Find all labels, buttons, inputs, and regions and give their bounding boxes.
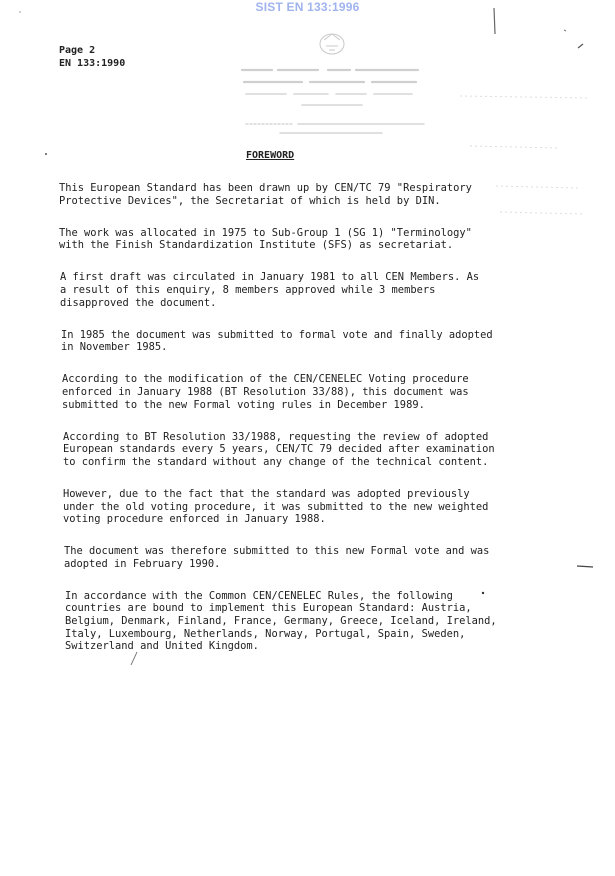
paragraph: In accordance with the Common CEN/CENELEC Rules, the following countries are bound to implement this European Standard: Austria, Belgium, Denmark, Finland, France, Germany, Greece, Iceland, Ireland, Italy, Luxembourg, Netherlands, Norway, Portugal, Spain, Sweden, Switzerland and United Kingdom. <box>65 589 497 653</box>
foreword-title: FOREWORD <box>246 150 295 161</box>
watermark: SIST EN 133:1996 <box>255 0 360 14</box>
paragraph: In 1985 the document was submitted to formal vote and finally adopted in November 1985. <box>61 328 493 354</box>
paragraph: The document was therefore submitted to this new Formal vote and was adopted in February 1990. <box>64 545 490 570</box>
page-label: Page 2 <box>59 45 96 56</box>
paragraph: This European Standard has been drawn up by CEN/TC 79 "Respiratory Protective Devices", the Secretariat of which is held by DIN. <box>59 182 472 207</box>
paragraph: According to BT Resolution 33/1988, requesting the review of adopted European standards every 5 years, CEN/TC 79 decided after examination to confirm the standard without any change of the technical content. <box>63 430 495 468</box>
paragraph: The work was allocated in 1975 to Sub-Group 1 (SG 1) "Terminology" with the Finish Standardization Institute (SFS) as secretariat. <box>59 226 472 252</box>
page-header <box>59 44 125 70</box>
library-stamp-graphic <box>232 30 432 138</box>
paragraph: A first draft was circulated in January 1981 to all CEN Members. As a result of this enquiry, 8 members approved while 3 members disapproved the document. <box>60 271 480 309</box>
standard-number: EN 133:1990 <box>59 58 126 69</box>
paragraph: However, due to the fact that the standard was adopted previously under the old voting procedure, it was submitted to the new weighted voting procedure enforced in January 1988. <box>63 487 489 526</box>
paragraph: According to the modification of the CEN/CENELEC Voting procedure enforced in January 1988 (BT Resolution 33/88), this document was submitted to the new Formal voting rules in December 1989. <box>62 373 469 411</box>
foreword-body <box>59 182 507 672</box>
